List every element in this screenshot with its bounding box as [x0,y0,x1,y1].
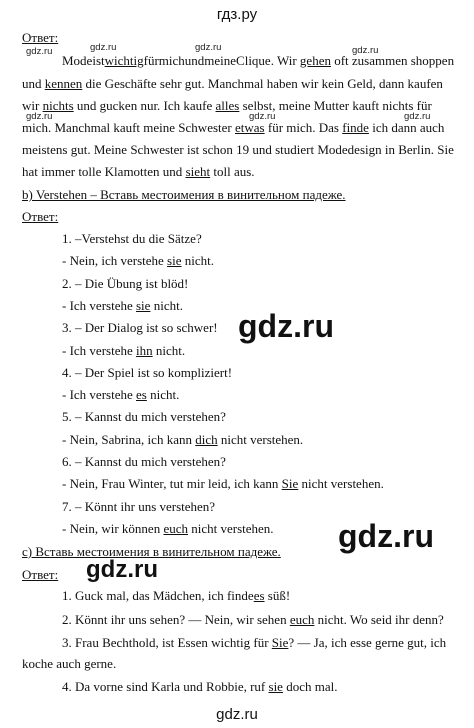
text: nicht verstehen. [298,476,384,492]
intro-line-6 [22,164,255,180]
underlined-word: euch [163,520,188,536]
intro-line-2 [22,76,443,92]
text: und [22,76,45,91]
text: nicht. [146,387,180,403]
underlined-word: sie [136,297,151,313]
text: Modeist [62,53,105,68]
text: süß! [264,588,291,603]
text: nicht. [150,297,183,313]
text: - Nein, ich verstehe [62,253,168,269]
section-b-line [62,454,226,470]
text: und gucken nur. Ich kaufe [73,98,216,113]
text: toll aus. [210,164,255,179]
underlined-word: wichtig [104,53,144,68]
text: ? — Ja, ich esse gerne gut, ich [288,635,447,650]
section-c-line-2 [62,612,444,628]
text: 3. Frau Bechthold, ist Essen wichtig für [62,635,272,650]
intro-line-5: meistens gut. Meine Schwester ist schon 19 und studiert Modedesign in Berlin. Sie [22,142,454,157]
section-b-line [62,432,303,448]
underlined-word: euch [289,612,315,627]
text: - Nein, wir können [62,520,164,536]
watermark: gdz.ru [26,111,53,122]
underlined-word: sie [268,679,283,694]
text: 4. – Der Spiel ist so kompliziert! [62,364,233,380]
section-b-line [62,253,214,269]
section-b-line [62,476,384,492]
text: 4. Da vorne sind Karla und Robbie, ruf [62,679,269,694]
section-c-line-3 [62,635,446,651]
underlined-word: alles [215,98,240,113]
text: hat immer tolle Klamotten und [22,164,186,179]
underlined-word: kennen [44,76,83,91]
section-b-line [62,231,202,247]
text: ich dann auch [368,120,445,135]
text: - Nein, Frau Winter, tut mir leid, ich kann [62,476,282,492]
text: 2. – Die Übung ist blöd! [62,275,189,291]
answer-label: Ответ: [22,567,59,582]
watermark: gdz.ru [352,45,379,56]
section-b-line [62,320,218,336]
watermark-large: gdz.ru [238,308,334,344]
text: doch mal. [282,679,338,694]
watermark: gdz.ru [26,46,53,57]
watermark: gdz.ru [249,111,276,122]
section-b-line [62,499,215,515]
section-b-line [62,521,274,537]
section-b-line [62,343,185,359]
text: 1. –Verstehst du die Sätze? [62,231,202,246]
text: nicht. Wo seid ihr denn? [314,612,444,627]
text: oft zusammen shoppen [330,53,455,68]
underlined-word: nichts [42,98,74,113]
text: - Ich verstehe [62,297,136,313]
text: nicht. [152,342,186,358]
text: 1. Guck mal, das Mädchen, ich finde [62,588,254,603]
underlined-word: etwas [235,120,265,135]
text: - Ich verstehe [62,342,136,358]
section-b-line [62,276,188,292]
section-b-line [62,365,232,381]
underlined-word: es [136,387,147,403]
underlined-word: sieht [185,164,211,179]
text: 7. – Könnt ihr uns verstehen? [62,498,216,514]
section-c-line-4 [62,679,337,695]
section-b-heading: b) Verstehen – Вставь местоимения в винительном падеже. [22,187,346,202]
watermark-medium: gdz.ru [86,556,158,583]
underlined-word: finde [342,120,369,135]
text: mich. Manchmal kauft meine Schwester [22,120,235,135]
underlined-word: es [253,588,265,603]
underlined-word: ihn [136,342,153,358]
section-b-line [62,409,226,425]
intro-line-1 [62,53,454,69]
watermark: gdz.ru [195,42,222,53]
answer-label: Ответ: [22,209,59,224]
answer-label: Ответ: [22,30,59,45]
page-footer: gdz.ru [216,706,258,723]
text: 5. – Kannst du mich verstehen? [62,409,226,425]
text: nicht. [181,253,214,269]
section-c-line-1 [62,588,290,604]
text: - Nein, Sabrina, ich kann [62,431,196,447]
text: wir [22,98,43,113]
section-b-line [62,298,183,314]
underlined-word: gehen [299,53,331,68]
intro-line-3 [22,98,432,114]
text: 3. – Der Dialog ist so schwer! [62,320,218,336]
text: die Geschäfte sehr gut. Manchmal haben wir kein Geld, dann kaufen [82,76,443,91]
text: fürmichundmeineClique. Wir [143,53,300,68]
text: - Ich verstehe [62,387,136,403]
underlined-word: Sie [271,635,289,650]
watermark-large: gdz.ru [338,518,434,554]
text: selbst, meine Mutter kauft nichts für [239,98,432,113]
underlined-word: Sie [281,476,299,492]
text: nicht verstehen. [217,431,304,447]
text: 6. – Kannst du mich verstehen? [62,454,226,469]
intro-line-4 [22,120,444,136]
section-b-line [62,387,179,403]
watermark: gdz.ru [404,111,431,122]
section-c-line-3-cont: koche auch gerne. [22,656,117,671]
underlined-word: sie [167,253,182,269]
watermark: gdz.ru [90,42,117,53]
text: nicht verstehen. [188,520,274,536]
page-header: гдз.ру [216,6,258,23]
section-c-heading: c) Вставь местоимения в винительном падеже. [22,544,281,559]
underlined-word: dich [195,431,218,447]
text: für mich. Das [264,120,343,135]
text: 2. Könnt ihr uns sehen? — Nein, wir sehen [62,612,290,627]
